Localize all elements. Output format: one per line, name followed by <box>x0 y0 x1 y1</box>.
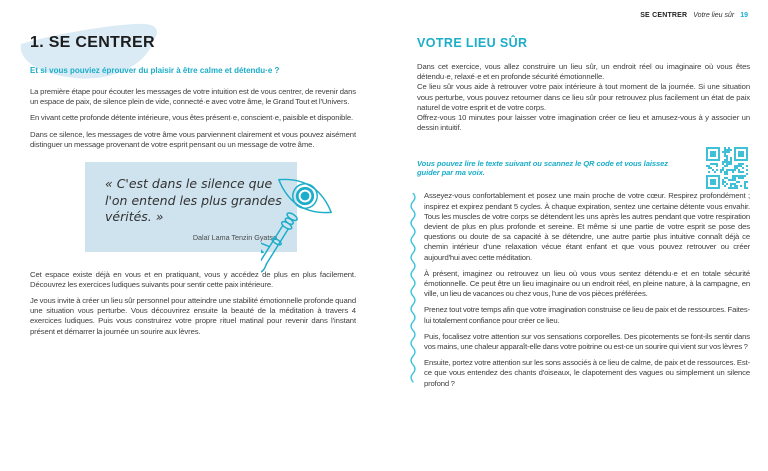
paragraph: Asseyez-vous confortablement et posez une main proche de votre cœur. Respirez profondément ; inspirez et expirez pendant 5 cycles. À chaque expiration, sentez une certaine détente vous envahir. Tous les muscles de votre corps se détendent les uns après les autres pendant que votre respiration devient de plus en plus profonde et sereine. Et même si une partie de votre esprit se pose des questions ou doute de sa capacité à se détendre, une autre partie plus intuitive connaît déjà ce chemin intérieur d'une relaxation vécue étant enfant et que vous pouvez retrouver ou créer aujourd'hui avec cette méditation. <box>424 191 750 262</box>
qr-caption: Vous pouvez lire le texte suivant ou scannez le QR code et vous laissez guider par ma voix. <box>417 159 668 178</box>
chapter-title: 1. SE CENTRER <box>30 34 155 51</box>
intro-block <box>417 62 750 133</box>
running-head-section: Votre lieu sûr <box>693 12 735 19</box>
paragraph: À présent, imaginez ou retrouvez un lieu où vous vous sentez détendu·e et en totale sécurité émotionnelle. Ce peut être un lieu imaginaire ou un endroit réel, en pleine nature, à la campagne, en ville, un lieu de vacances ou chez vous, l'une de vos pièces préférées. <box>424 268 750 299</box>
paragraph: Ensuite, portez votre attention sur les sons associés à ce lieu de calme, de paix et de ressources. Est-ce que vous entendez des chants d'oiseaux, le clapotement des vagues ou simplement un silence profond ? <box>424 358 750 388</box>
key-eye-icon <box>261 170 349 292</box>
paragraph: Puis, focalisez votre attention sur vos sensations corporelles. Des picotements se font-ils sentir dans vos mains, une chaleur apparaît-elle dans votre poitrine ou est-ce un sourire qui vient sur vos lèvres ? <box>424 331 750 352</box>
paragraph: Ce lieu sûr vous aide à retrouver votre paix intérieure à tout moment de la journée. Si une situation vous perturbe, vous pouvez retourner dans ce lieu sûr pour retrouvez plus facilement un état de paix naturel de votre esprit et de votre corps. <box>417 82 750 112</box>
wavy-line-decoration <box>408 193 418 390</box>
paragraph: Offrez-vous 10 minutes pour laisser votre imagination créer ce lieu et amusez-vous à y associer un dessin intuitif. <box>417 113 750 133</box>
paragraph: La première étape pour écouter les messages de votre intuition est de vous centrer, de revenir dans un espace de paix, de silence plein de vide, connecté·e avec votre âme, le Grand Tout et l'Univers. <box>30 87 356 107</box>
page-number: 19 <box>740 12 748 19</box>
paragraph: Prenez tout votre temps afin que votre imagination construise ce lieu de paix et de ressources. Faites-lui totalement confiance pour créer ce lieu. <box>424 305 750 325</box>
paragraph: Dans ce silence, les messages de votre âme vous parviennent clairement et vous pouvez aisément distinguer un message provenant de votre esprit pensant ou un message de votre âme. <box>30 129 356 149</box>
section-title: VOTRE LIEU SÛR <box>417 36 528 50</box>
page-right <box>384 0 768 471</box>
running-head-chapter: SE CENTRER <box>640 12 688 19</box>
paragraph: Cet espace existe déjà en vous et en pratiquant, vous y accédez de plus en plus facilement. Découvrez les exercices ludiques suivants pour sentir cette paix intérieure. <box>30 269 356 289</box>
paragraph: Je vous invite à créer un lieu sûr personnel pour atteindre une stabilité émotionnelle profonde quand une situation vous perturbe. Vous découvrirez ensuite la beauté de la méditation à travers 4 exercices ludiques. Puis vous construirez votre propre rituel matinal pour revenir dans l'instant présent et démarrer la journée un sourire aux lèvres. <box>30 295 356 336</box>
meditation-script-block <box>424 191 750 388</box>
quote-block <box>85 162 297 252</box>
qr-code-icon <box>706 147 748 189</box>
chapter-subtitle: Et si vous pouviez éprouver du plaisir à être calme et détendu·e ? <box>30 66 280 75</box>
paragraph: Dans cet exercice, vous allez construire un lieu sûr, un endroit réel ou imaginaire où vous êtes détendu·e, relaxé·e et en profonde sécurité émotionnelle. <box>417 62 750 82</box>
running-head <box>640 12 748 19</box>
quote-author: Dalaï Lama Tenzin Gyatso <box>192 232 277 242</box>
quote-text: « C'est dans le silence que l'on entend les plus grandes vérités. » <box>105 176 282 225</box>
paragraph: En vivant cette profonde détente intérieure, vous êtes présent·e, conscient·e, paisible et disponible. <box>30 113 354 123</box>
